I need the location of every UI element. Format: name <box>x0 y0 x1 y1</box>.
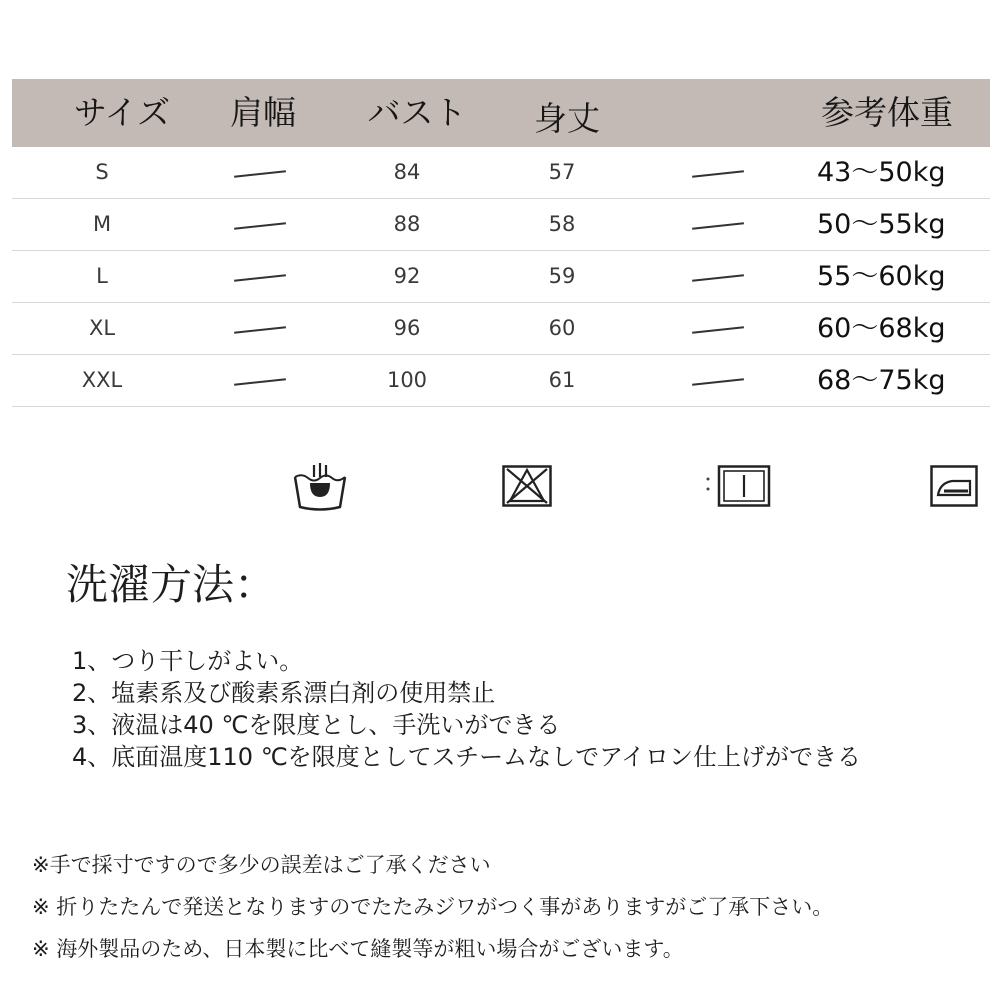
empty-dash <box>692 378 744 385</box>
size-cell: L <box>96 264 108 288</box>
header-length: 身丈 <box>534 99 600 138</box>
length-cell: 58 <box>548 212 576 236</box>
bust-cell: 84 <box>393 160 421 184</box>
weight-cell: 68～75kg <box>817 365 946 396</box>
bust-cell: 92 <box>393 264 421 288</box>
bust-cell: 88 <box>393 212 421 236</box>
note-item: ※ 海外製品のため、日本製に比べて縫製等が粗い場合がございます。 <box>32 937 684 961</box>
care-symbols <box>0 455 1000 515</box>
hand-wash-icon <box>292 463 348 513</box>
weight-cell: 50～55kg <box>817 209 946 240</box>
shoulder-empty-dash <box>234 378 286 385</box>
list-item: 4、底面温度110 ℃を限度としてスチームなしでアイロン仕上げができる <box>72 743 862 771</box>
size-cell: XL <box>88 316 116 340</box>
header-size: サイズ <box>73 93 171 132</box>
header-shoulder: 肩幅 <box>230 93 296 132</box>
shoulder-empty-dash <box>234 170 286 177</box>
note-item: ※手で採寸ですので多少の誤差はご了承ください <box>32 853 491 877</box>
list-item: 3、液温は40 ℃を限度とし、手洗いができる <box>72 711 561 739</box>
shoulder-empty-dash <box>234 326 286 333</box>
size-cell: S <box>95 160 109 184</box>
empty-dash <box>692 170 744 177</box>
length-cell: 61 <box>548 368 576 392</box>
list-item: 1、つり干しがよい。 <box>72 647 304 675</box>
shoulder-empty-dash <box>234 274 286 281</box>
size-cell: XXL <box>81 368 123 392</box>
weight-cell: 43～50kg <box>817 157 946 188</box>
bust-cell: 96 <box>393 316 421 340</box>
table-row <box>12 303 990 355</box>
washing-instructions <box>72 645 861 773</box>
header-bust: バスト <box>367 93 467 132</box>
length-cell: 57 <box>548 160 576 184</box>
bust-cell: 100 <box>386 368 428 392</box>
header-reference-weight: 参考体重 <box>821 93 953 132</box>
length-cell: 59 <box>548 264 576 288</box>
table-row <box>12 199 990 251</box>
weight-cell: 60～68kg <box>817 313 946 344</box>
size-table <box>12 79 990 407</box>
table-row <box>12 251 990 303</box>
size-table-header <box>12 79 990 147</box>
washing-method-title: 洗濯方法： <box>66 560 277 609</box>
weight-cell: 55～60kg <box>817 261 946 292</box>
no-bleach-icon <box>502 465 552 507</box>
notes-list <box>32 846 833 972</box>
empty-dash <box>692 222 744 229</box>
table-row <box>12 355 990 407</box>
table-row <box>12 147 990 199</box>
note-item: ※ 折りたたんで発送となりますのでたたみジワがつく事がありますがご了承下さい。 <box>32 895 834 919</box>
tumble-dry-prohibited-icon <box>705 465 771 507</box>
list-item: 2、塩素系及び酸素系漂白剤の使用禁止 <box>72 679 496 707</box>
iron-low-heat-icon <box>930 465 978 507</box>
shoulder-empty-dash <box>234 222 286 229</box>
length-cell: 60 <box>548 316 576 340</box>
empty-dash <box>692 326 744 333</box>
empty-dash <box>692 274 744 281</box>
size-cell: M <box>92 212 112 236</box>
